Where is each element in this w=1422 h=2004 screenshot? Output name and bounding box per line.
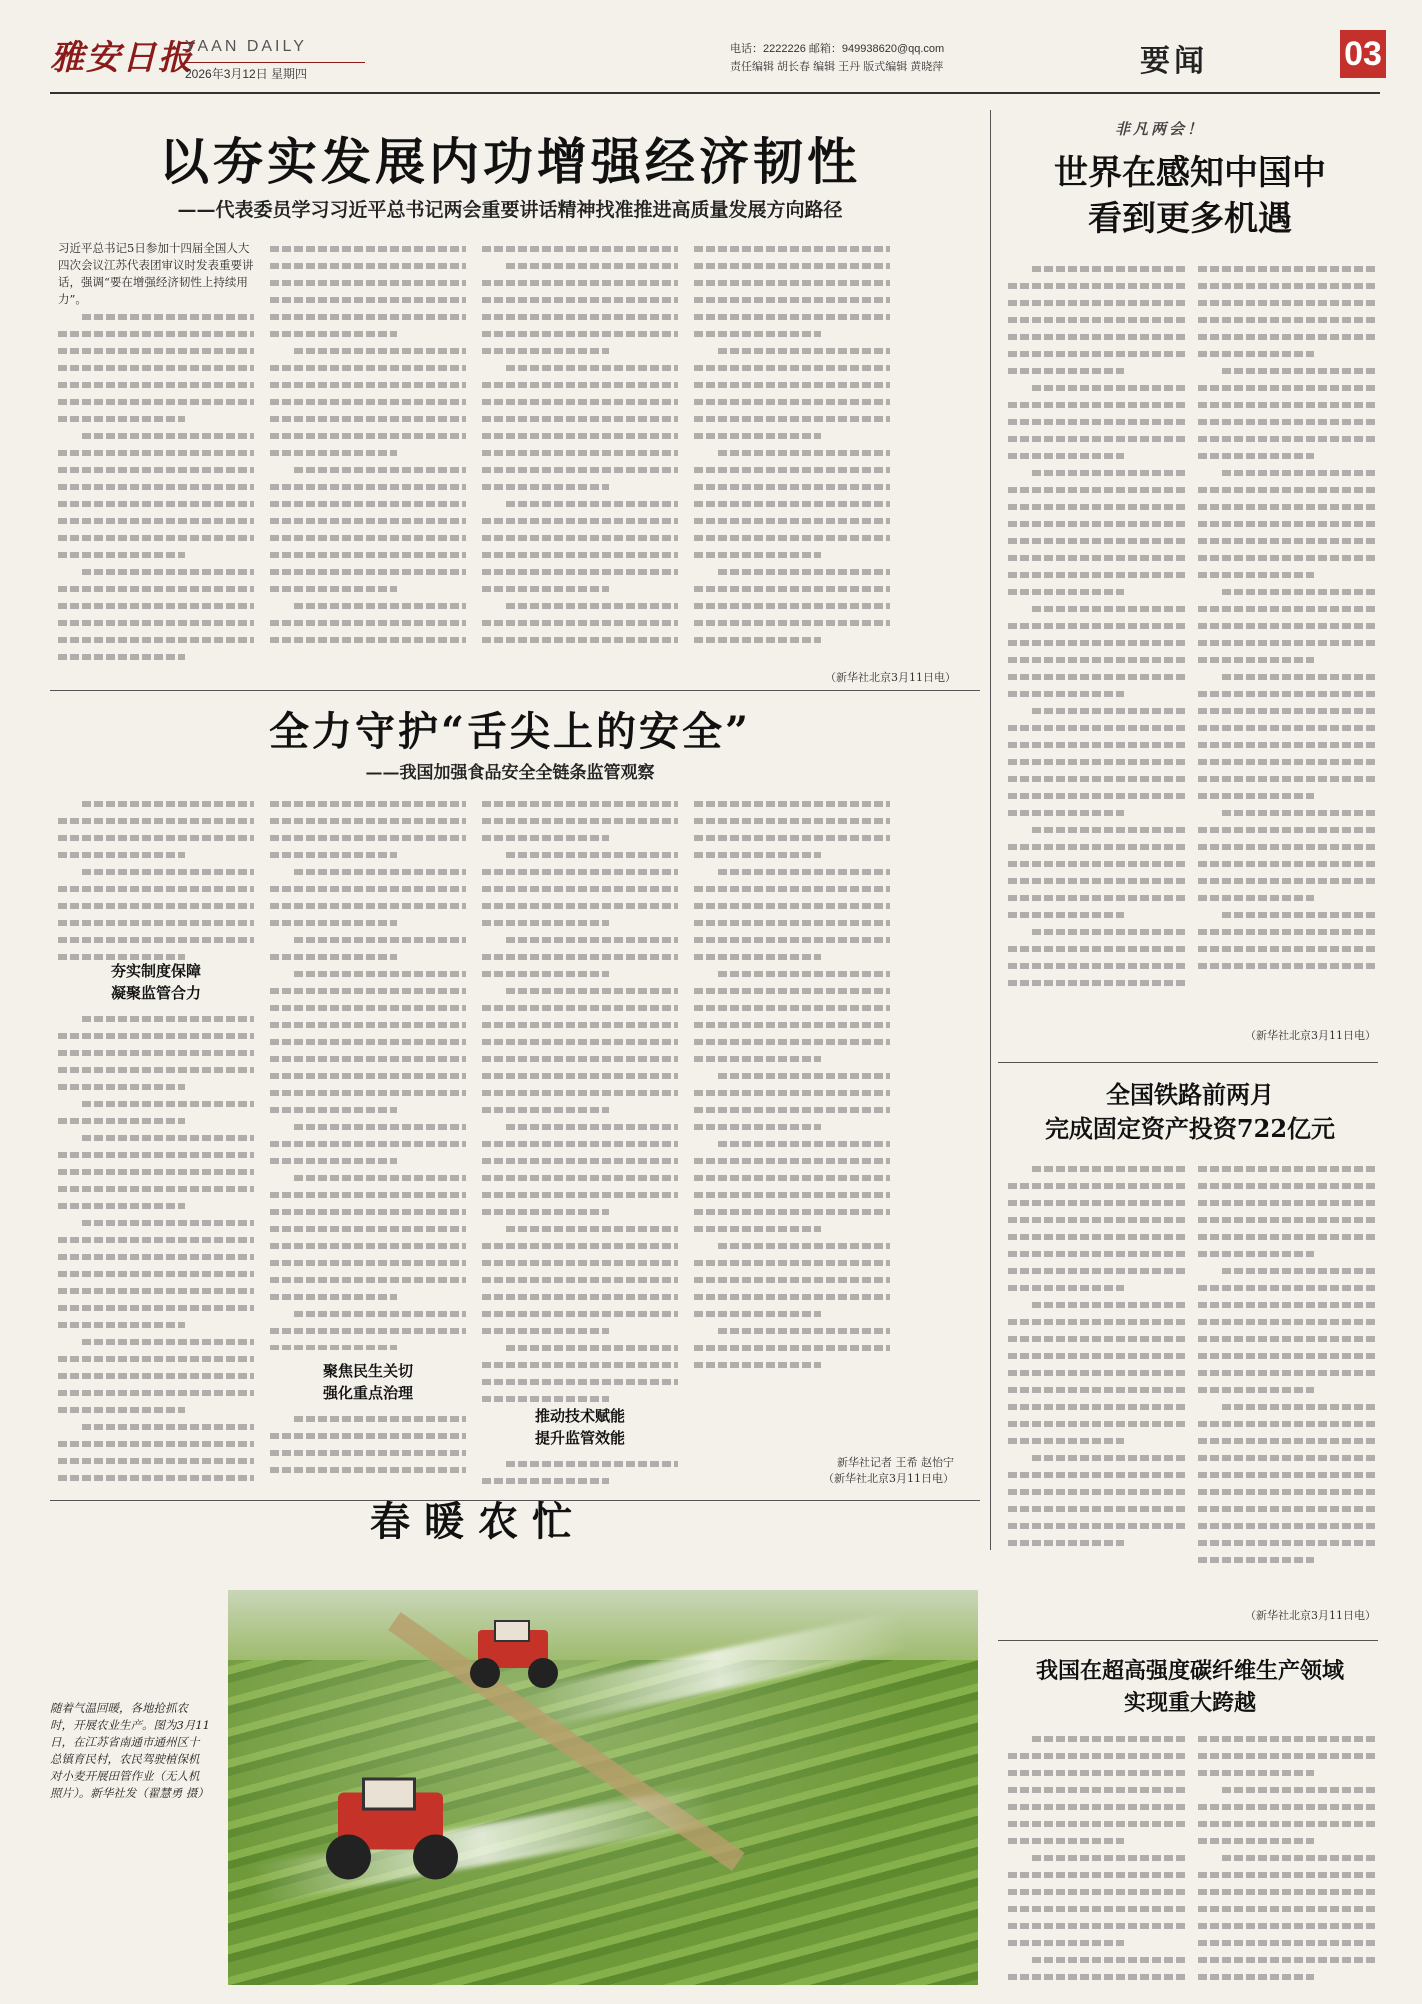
editor-credits [730, 40, 944, 76]
editor-contact: 电话：2222226 邮箱：949938620@qq.com [730, 43, 945, 55]
carbon-column-2 [1198, 1730, 1376, 1990]
food-column-1b [58, 1010, 254, 1530]
newspaper-logo: 雅安日报 [50, 38, 194, 78]
photo-headline: 春暖农忙 [370, 1498, 586, 1545]
food-subhead-1 [58, 960, 254, 1004]
carbon-headline-line2: 实现重大跨越 [1123, 1690, 1256, 1716]
food-headline: 全力守护“舌尖上的安全” [268, 708, 751, 755]
food-subheadline: ——我国加强食品安全全链条监管观察 [365, 763, 655, 783]
food-subhead-1-line2: 凝聚监管合力 [110, 984, 201, 1002]
rail-column-2 [1198, 1160, 1376, 1600]
side-column-1 [1008, 260, 1186, 1020]
food-subhead-3-line1: 推动技术赋能 [534, 1407, 625, 1425]
rail-column-1 [1008, 1160, 1186, 1600]
food-column-2a [270, 795, 466, 1350]
page-number: 03 [1340, 30, 1386, 78]
side-byline: （新华社北京3月11日电） [1245, 1029, 1376, 1042]
side-headline-line2: 看到更多机遇 [1088, 199, 1292, 239]
carbon-headline [1000, 1655, 1380, 1719]
lead-byline: （新华社北京3月11日电） [825, 671, 956, 684]
side-divider [998, 1062, 1378, 1063]
masthead-rule [50, 92, 1380, 94]
section-name: 要闻 [1140, 44, 1208, 79]
side-headline-line1: 世界在感知中国中 [1054, 153, 1326, 193]
farm-photo [228, 1590, 978, 1985]
food-subhead-2-line1: 聚焦民生关切 [322, 1362, 413, 1380]
rail-headline-line1: 全国铁路前两月 [1106, 1080, 1274, 1109]
carbon-column-1 [1008, 1730, 1186, 1990]
food-subhead-2 [270, 1360, 466, 1404]
lead-intro: 习近平总书记5日参加十四届全国人大四次会议江苏代表团审议时发表重要讲话，强调“要在增强经济韧性上持续用力”。 [58, 241, 254, 306]
column-divider [990, 110, 991, 1550]
lead-headline: 以夯实发展内功增强经济韧性 [159, 132, 861, 191]
food-byline [694, 1455, 954, 1487]
food-byline-source: （新华社北京3月11日电） [823, 1472, 954, 1485]
lead-column-3 [482, 240, 678, 660]
food-byline-reporters: 新华社记者 王希 赵怡宁 [837, 1456, 954, 1469]
side-column-2 [1198, 260, 1376, 1020]
sprayer-tractor [308, 1778, 488, 1883]
rail-divider [998, 1640, 1378, 1641]
food-subhead-3-line2: 提升监管效能 [534, 1429, 625, 1447]
editor-names: 责任编辑 胡长春 编辑 王丹 版式编辑 黄晓萍 [730, 61, 944, 73]
lead-column-4 [694, 240, 890, 660]
food-subhead-3 [482, 1405, 678, 1449]
issue-date: 2026年3月12日 星期四 [185, 62, 365, 82]
lead-column-1 [58, 240, 254, 660]
side-kicker: 非凡两会！ [1115, 120, 1206, 138]
food-subhead-1-line1: 夯实制度保障 [110, 962, 201, 980]
photo-caption: 随着气温回暖，各地抢抓农时，开展农业生产。图为3月11日，在江苏省南通市通州区十总镇育民村，农民驾驶植保机对小麦开展田管作业（无人机照片）。新华社发（翟慧勇 摄） [50, 1701, 210, 1800]
food-top-rule [50, 690, 980, 691]
food-column-3 [482, 795, 678, 1485]
carbon-headline-line1: 我国在超高强度碳纤维生产领域 [1035, 1658, 1344, 1684]
masthead [50, 30, 1380, 92]
side-headline [1000, 150, 1380, 242]
lead-column-2 [270, 240, 466, 660]
newspaper-logo-english: YAAN DAILY [185, 38, 307, 55]
food-column-4 [694, 795, 890, 1450]
rail-headline [1000, 1078, 1380, 1146]
rail-headline-line2: 完成固定资产投资722亿元 [1044, 1114, 1336, 1143]
sprayer-tractor [458, 1620, 578, 1690]
rail-byline: （新华社北京3月11日电） [1245, 1609, 1376, 1622]
lead-subheadline: ——代表委员学习习近平总书记两会重要讲话精神找准推进高质量发展方向路径 [177, 199, 843, 221]
food-column-2b [270, 1410, 466, 1500]
food-subhead-2-line2: 强化重点治理 [322, 1384, 413, 1402]
food-column-3b [482, 1455, 678, 1495]
